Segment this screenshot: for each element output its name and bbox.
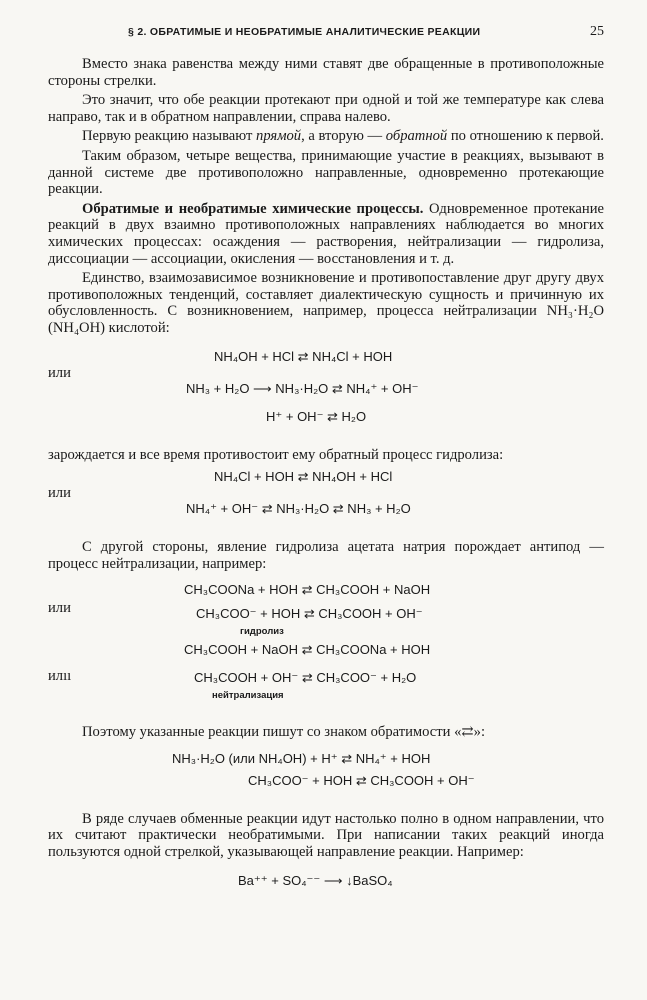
ili-label: илıı <box>48 668 72 685</box>
term-reverse: обратной <box>385 128 448 145</box>
page <box>48 20 604 897</box>
section-heading: Обратимые и необратимые химические процессы. <box>82 200 424 217</box>
paragraph: Это значит, что обе реакции протекают при одной и той же температуре как слева направо, так и в обратном направлении, справа налево. <box>48 92 604 125</box>
equation: CH₃COO⁻ + HOH ⇄ CH₃COOH + OH⁻ <box>248 772 475 788</box>
equation: NH₄⁺ + OH⁻ ⇄ NH₃·H₂O ⇄ NH₃ + H₂O <box>186 501 411 517</box>
equation: NH₄OH + HCl ⇄ NH₄Cl + HOH <box>214 348 393 364</box>
running-header <box>48 20 604 48</box>
ili-label: или <box>48 364 71 381</box>
equation: CH₃COO⁻ + HOH ⇄ CH₃COOH + OH⁻ <box>196 606 423 622</box>
equation-block-2 <box>48 467 604 529</box>
equation: CH₃COOH + NaOH ⇄ CH₃COONa + HOH <box>184 642 431 658</box>
equation: H⁺ + OH⁻ ⇄ H₂O <box>266 408 367 424</box>
paragraph: Обратимые и необратимые химические процессы. Одновременное протекание реакций в двух взаимно противоположных направлениях наблюдается во многих химических процессах: осаждения — растворения, нейтрализации — гидролиза, диссоциации — ассоциации, окисления — восстановления и т. д. <box>48 200 605 267</box>
paragraph: С другой стороны, явление гидролиза ацетата натрия порождает антипод — процесс нейтрализации, например: <box>48 539 604 572</box>
term-direct: прямой <box>256 128 302 145</box>
paragraph: Первую реакцию называют прямой, а вторую — обратной по отношению к первой. <box>82 128 604 145</box>
paragraph: Вместо знака равенства между ними ставят две обращенные в противоположные стороны стрелки. <box>48 56 604 89</box>
equation-block-1 <box>48 345 604 441</box>
equation-block-3 <box>48 580 604 716</box>
paragraph: Таким образом, четыре вещества, принимающие участие в реакциях, вызывают в данной системе две противоположно направленные, одновременно протекающие реакции. <box>48 147 604 198</box>
caption-hydrolysis: гидролиз <box>240 626 284 638</box>
equation: CH₃COOH + OH⁻ ⇄ CH₃COO⁻ + H₂O <box>194 670 417 686</box>
section-title: § 2. ОБРАТИМЫЕ И НЕОБРАТИМЫЕ АНАЛИТИЧЕСКИЕ РЕАКЦИИ <box>128 26 481 38</box>
equation: NH₄Cl + HOH ⇄ NH₄OH + HCl <box>214 469 393 485</box>
caption-neutralization: нейтрализация <box>212 690 284 702</box>
ili-label: или <box>48 485 71 502</box>
paragraph: зарождается и все время противостоит ему обратный процесс гидролиза: <box>48 446 504 463</box>
equation: NH₃·H₂O (или NH₄OH) + H⁺ ⇄ NH₄⁺ + HOH <box>172 750 431 766</box>
equation: Ba⁺⁺ + SO₄⁻⁻ ⟶ ↓BaSO₄ <box>238 872 393 888</box>
equation-block-4 <box>48 749 604 801</box>
paragraph: Единство, взаимозависимое возникновение и противопоставление друг другу двух противоположных тенденций, составляет диалектическую сущность и причинную их обусловленность. С возникновением, например, процесса нейтрализации NH₃·H₂O (NH₄OH) кислотой: <box>48 270 604 336</box>
page-number: 25 <box>590 24 604 39</box>
equation-block-5 <box>48 869 604 897</box>
equation: CH₃COONa + HOH ⇄ CH₃COOH + NaOH <box>184 582 431 598</box>
ili-label: или <box>48 600 71 617</box>
paragraph: В ряде случаев обменные реакции идут настолько полно в одном направлении, что их считают практически необратимыми. При написании таких реакций иногда пользуются одной стрелкой, указывающей направление реакции. Например: <box>48 810 604 861</box>
paragraph: Поэтому указанные реакции пишут со знаком обратимости «⇄»: <box>82 724 485 741</box>
equation: NH₃ + H₂O ⟶ NH₃·H₂O ⇄ NH₄⁺ + OH⁻ <box>186 380 419 396</box>
